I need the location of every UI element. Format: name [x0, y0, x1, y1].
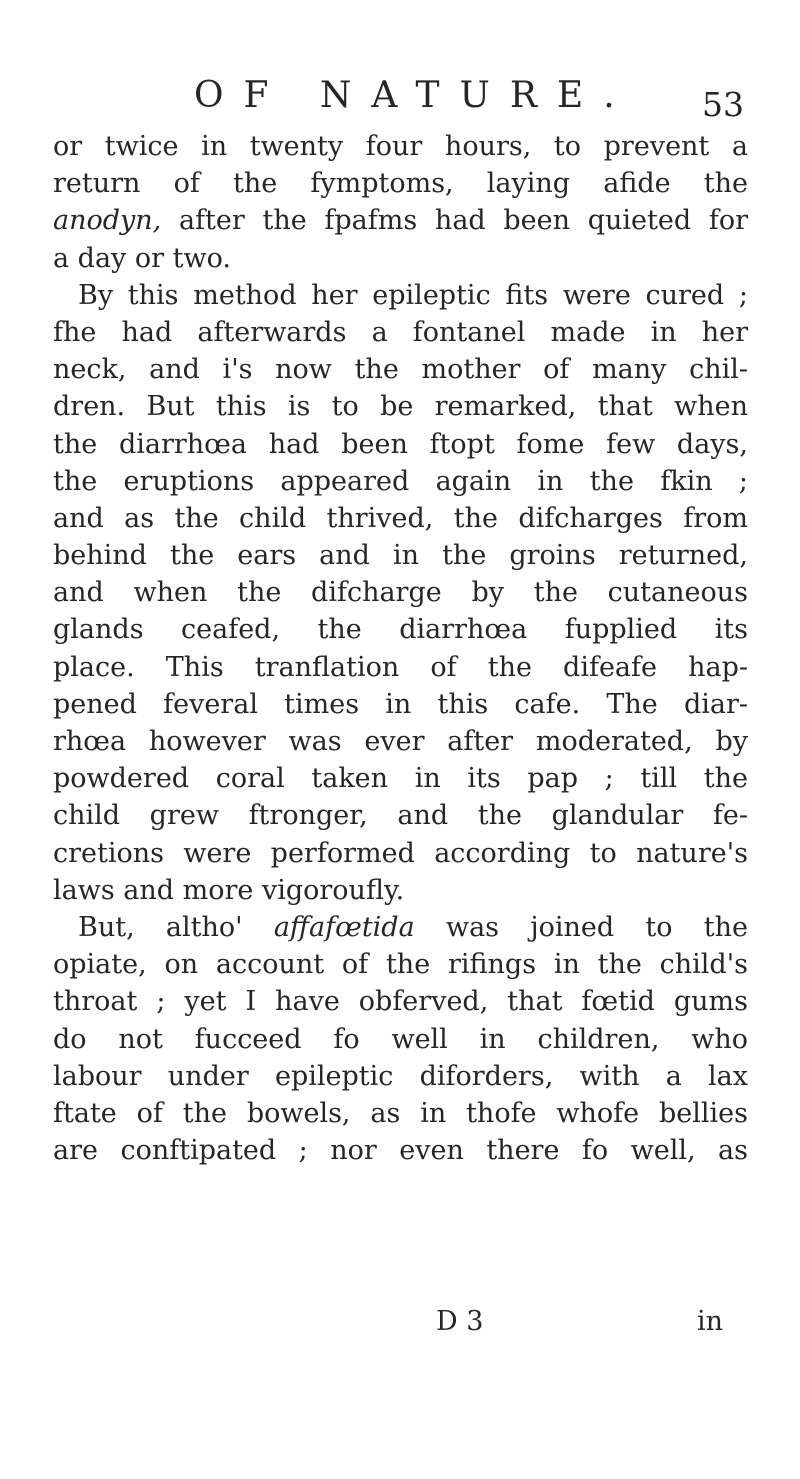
text-line: and when the difcharge by the cutaneous [53, 577, 748, 609]
text-line: anodyn, after the fpafms had been quieted for [53, 205, 748, 237]
text-line: the eruptions appeared again in the fkin ; [53, 465, 748, 497]
text-line: dren. But this is to be remarked, that when [53, 391, 748, 423]
text-line: By this method her epileptic fits were cured ; [78, 279, 748, 311]
italic-word: affafœtida [273, 911, 415, 943]
text-line: powdered coral taken in its pap ; till the [53, 763, 748, 795]
text-line: child grew ftronger, and the glandular fe- [53, 800, 748, 832]
text-line: or twice in twenty four hours, to prevent a [53, 131, 748, 162]
text-line: and as the child thrived, the difcharges from [53, 502, 748, 534]
text-line: opiate, on account of the rifings in the child's [53, 949, 748, 981]
text-line: are conftipated ; nor even there fo well, as [53, 1135, 748, 1167]
text-line: laws and more vigoroufly. [53, 874, 405, 906]
text-line: do not fucceed fo well in children, who [53, 1023, 748, 1055]
text-line: ftate of the bowels, as in thofe whofe bellies [53, 1097, 748, 1129]
text-line: pened feveral times in this cafe. The diar- [53, 688, 748, 720]
italic-word: anodyn, [53, 205, 162, 237]
running-head: OF NATURE. [194, 75, 635, 116]
catchword: in [697, 1306, 724, 1337]
text-line: rhœa however was ever after moderated, by [53, 726, 748, 757]
text-line: neck, and i's now the mother of many chil- [53, 354, 748, 386]
page-number: 53 [702, 85, 744, 124]
text-line: place. This tranflation of the difeafe hap- [53, 651, 748, 683]
text-line: return of the fymptoms, laying afide the [53, 168, 748, 200]
text-line: fhe had afterwards a fontanel made in her [53, 316, 748, 348]
signature-mark: D 3 [436, 1306, 484, 1337]
body-text [53, 128, 748, 1169]
text-line: throat ; yet I have obferved, that fœtid gums [53, 986, 748, 1018]
text-line: But, altho' affafœtida was joined to the [78, 911, 748, 943]
text-line: glands ceafed, the diarrhœa fupplied its [53, 614, 748, 646]
text-line: cretions were performed according to nature's [53, 837, 748, 869]
text-line: a day or two. [53, 242, 231, 274]
text-line: the diarrhœa had been ftopt fome few days, [53, 428, 748, 460]
text-line: behind the ears and in the groins returned, [53, 540, 748, 572]
text-line: labour under epileptic diforders, with a lax [53, 1060, 748, 1092]
